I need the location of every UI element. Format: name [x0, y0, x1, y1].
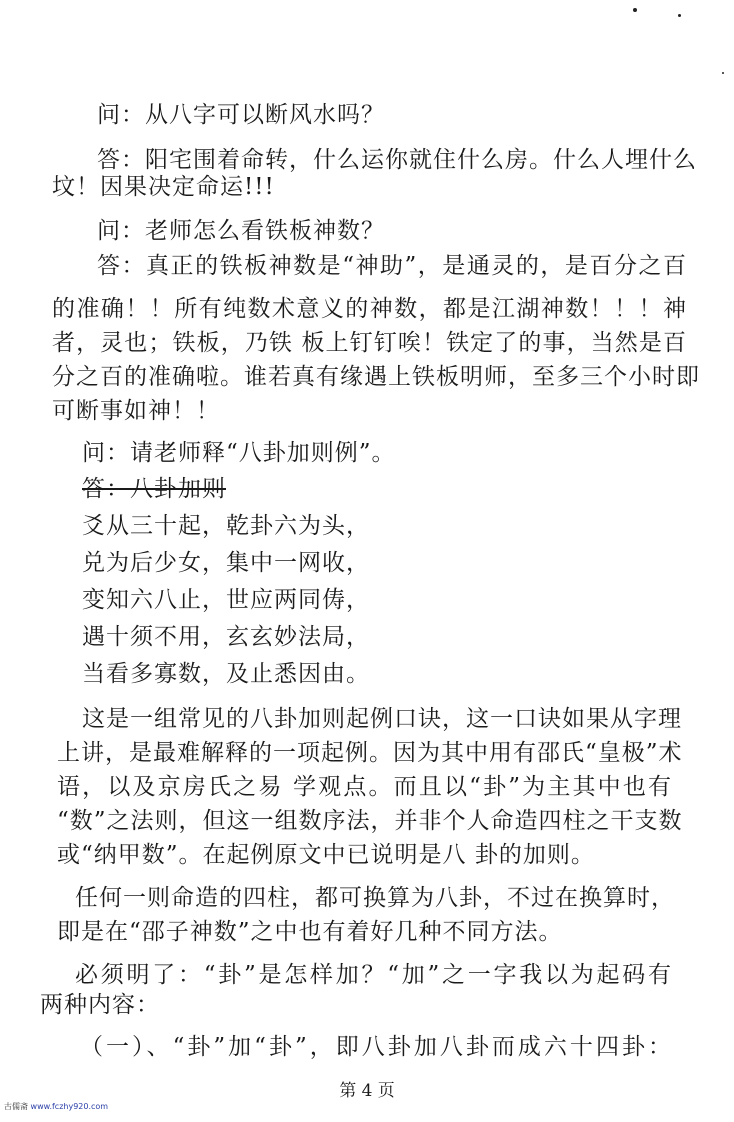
- verse-line: 爻从三十起，乾卦六为头，: [82, 513, 370, 539]
- answer-line: 分之百的准确啦。谁若真有缘遇上铁板明师，至多三个小时即: [52, 364, 700, 390]
- body-line: （一）、“卦”加“卦”，即八卦加八卦而成六十四卦：: [80, 1034, 672, 1060]
- body-line: 即是在“邵子神数”之中也有着好几种不同方法。: [57, 919, 563, 945]
- verse-line: 当看多寡数，及止悉因由。: [82, 661, 370, 687]
- question-line: 问：从八字可以断风水吗？: [97, 102, 385, 128]
- scan-speck: [633, 8, 637, 12]
- verse-line: 变知六八止，世应两同俦，: [82, 587, 370, 613]
- body-line: 或“纳甲数”。在起例原文中已说明是八 卦的加则。: [57, 842, 595, 868]
- site-credit: [4, 1101, 108, 1112]
- verse-line: 兑为后少女，集中一网收，: [82, 550, 370, 576]
- answer-line: 的准确！！所有纯数术意义的神数，都是江湖神数！！！神: [52, 296, 687, 322]
- body-line: 任何一则命造的四柱，都可换算为八卦，不过在换算时，: [75, 885, 675, 911]
- body-line: 这是一组常见的八卦加则起例口诀，这一口诀如果从字理: [82, 706, 682, 732]
- body-line: 语，以及京房氏之易 学观点。而且以“卦”为主其中也有: [57, 774, 672, 800]
- answer-line: 可断事如神！！: [52, 398, 220, 424]
- body-line: “数”之法则，但这一组数序法，并非个人命造四柱之干支数: [57, 808, 683, 834]
- answer-line: 者，灵也；铁板，乃铁 板上钉钉唉！铁定了的事，当然是百: [52, 330, 687, 356]
- body-line: 上讲，是最难解释的一项起例。因为其中用有邵氏“皇极”术: [57, 740, 683, 766]
- verse-line: 遇十须不用，玄玄妙法局，: [82, 624, 370, 650]
- answer-line: 坟！因果决定命运!!!: [52, 174, 275, 200]
- scan-speck: [678, 14, 681, 17]
- body-line: 两种内容：: [40, 992, 160, 1018]
- answer-line: 答：阳宅围着命转，什么运你就住什么房。什么人埋什么: [97, 147, 697, 173]
- question-line: 问：老师怎么看铁板神数？: [97, 218, 385, 244]
- question-line: 问：请老师释“八卦加则例”。: [82, 440, 396, 466]
- site-name: 古儒斋: [4, 1102, 28, 1111]
- site-url: www.fczhy920.com: [30, 1102, 109, 1111]
- page-number: 第 4 页: [339, 1081, 395, 1101]
- body-line: 必须明了：“卦”是怎样加？“加”之一字我以为起码有: [75, 962, 672, 988]
- answer-line: 答：真正的铁板神数是“神助”，是通灵的，是百分之百: [97, 253, 687, 279]
- struck-out-answer: 答：八卦加则: [82, 476, 226, 502]
- scan-speck: [722, 72, 724, 74]
